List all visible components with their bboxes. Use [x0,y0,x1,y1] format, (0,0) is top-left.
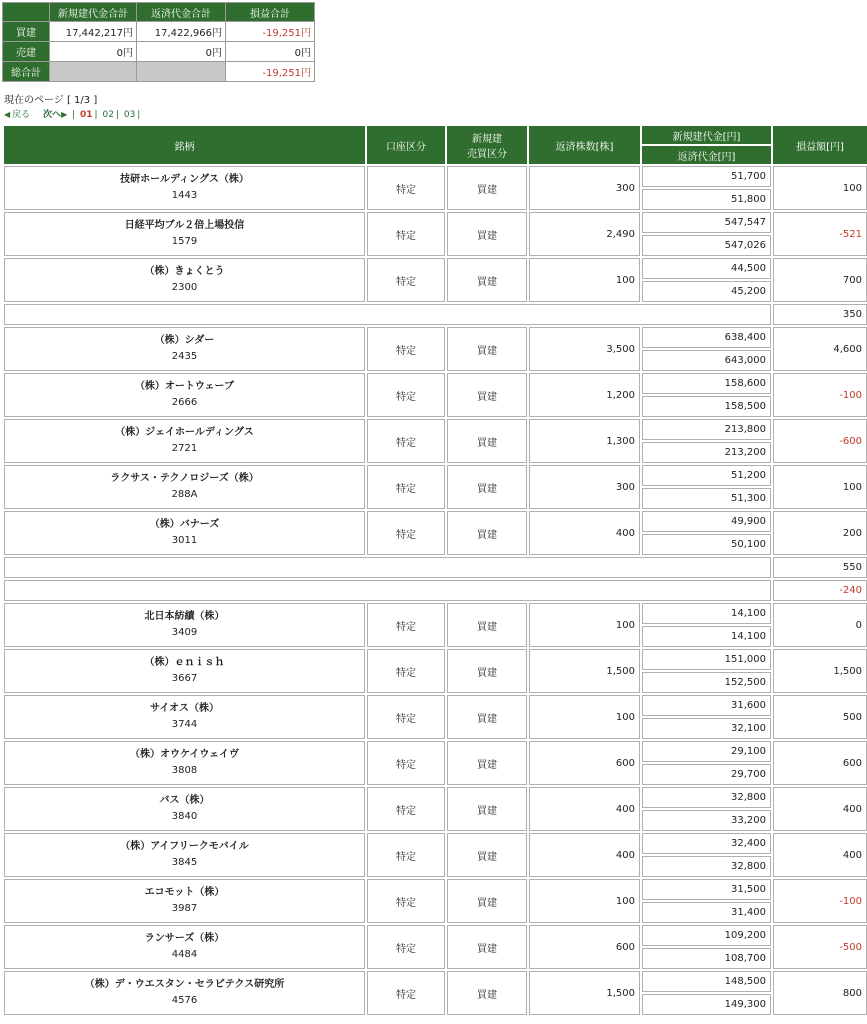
stock-code: 3840 [171,811,198,822]
pager-sep: | [137,110,141,120]
pl-value: 100 [773,465,867,509]
new-amount-value: 49,900 [642,511,771,532]
table-row [4,787,867,808]
summary-new-value: 17,442,217円 [50,22,136,41]
stock-name[interactable]: エコモット（株） [144,887,225,898]
stock-cell [4,971,365,1015]
new-amount-value: 32,800 [642,787,771,808]
settle-amount-value: 32,100 [642,718,771,739]
col-trade-type-line1: 新規建 [472,134,502,145]
stock-code: 3409 [171,627,198,638]
col-settle-amount: 返済代金[円] [642,146,771,164]
summary-header-new: 新規建代金合計 [50,3,136,21]
summary-row-label: 総合計 [3,62,49,81]
summary-table [2,2,315,82]
stock-cell [4,373,365,417]
summary-settle-value [137,62,225,81]
stock-code: 3987 [171,903,198,914]
stock-code: 3667 [171,673,198,684]
summary-header-settle: 返済代金合計 [137,3,225,21]
col-stock: 銘柄 [4,126,365,164]
table-row [4,603,867,624]
account-type: 特定 [367,787,445,831]
stock-code: 4484 [171,949,198,960]
stock-name[interactable]: 技研ホールディングス（株） [120,174,249,185]
pl-value: 700 [773,258,867,302]
settle-amount-value: 108,700 [642,948,771,969]
pl-value: 400 [773,787,867,831]
settle-amount-value: 45,200 [642,281,771,302]
pl-value: -100 [773,879,867,923]
pl-value: 1,500 [773,649,867,693]
new-amount-value: 14,100 [642,603,771,624]
pl-value: 350 [773,304,867,325]
account-type: 特定 [367,327,445,371]
col-qty: 返済株数[株] [529,126,640,164]
qty-value: 300 [529,465,640,509]
stock-name[interactable]: ラクサス・テクノロジーズ（株） [110,473,259,484]
account-type: 特定 [367,695,445,739]
col-account: 口座区分 [367,126,445,164]
col-pl: 損益額[円] [773,126,867,164]
settle-amount-value: 32,800 [642,856,771,877]
stock-name[interactable]: 日経平均ブル２倍上場投信 [124,220,245,231]
stock-cell [4,879,365,923]
stock-cell [4,603,365,647]
qty-value: 1,500 [529,649,640,693]
trade-type: 買建 [447,419,527,463]
settle-amount-value: 149,300 [642,994,771,1015]
new-amount-value: 31,600 [642,695,771,716]
account-type: 特定 [367,166,445,210]
trade-type: 買建 [447,649,527,693]
new-amount-value: 547,547 [642,212,771,233]
stock-cell [4,465,365,509]
table-row [4,511,867,532]
settle-amount-value: 51,800 [642,189,771,210]
stock-code: 2435 [171,351,198,362]
trade-type: 買建 [447,741,527,785]
stock-code: 3011 [171,535,198,546]
stock-cell [4,327,365,371]
qty-value: 1,500 [529,971,640,1015]
stock-name[interactable]: （株）アイフリークモバイル [120,841,249,852]
account-type: 特定 [367,971,445,1015]
stock-cell [4,741,365,785]
stock-cell [4,833,365,877]
table-row [4,166,867,187]
new-amount-value: 31,500 [642,879,771,900]
pager-sep: | [72,110,76,120]
summary-settle-value: 17,422,966円 [137,22,225,41]
settle-amount-value: 14,100 [642,626,771,647]
account-type: 特定 [367,925,445,969]
pl-value: 600 [773,741,867,785]
account-type: 特定 [367,258,445,302]
pl-value: -600 [773,419,867,463]
trade-type: 買建 [447,833,527,877]
account-type: 特定 [367,373,445,417]
stock-code: 2300 [171,282,198,293]
table-row [4,695,867,716]
account-type: 特定 [367,879,445,923]
qty-value: 600 [529,925,640,969]
settle-amount-value: 51,300 [642,488,771,509]
settle-amount-value: 29,700 [642,764,771,785]
summary-settle-value: 0円 [137,42,225,61]
stock-code: 3744 [171,719,198,730]
trade-type: 買建 [447,603,527,647]
pl-value: 100 [773,166,867,210]
pl-value: 0 [773,603,867,647]
qty-value: 400 [529,833,640,877]
summary-corner [3,3,49,21]
trade-type: 買建 [447,327,527,371]
pager [4,107,142,120]
stock-cell [4,787,365,831]
new-amount-value: 638,400 [642,327,771,348]
trade-type: 買建 [447,511,527,555]
stock-name[interactable]: （株）オウケイウェイヴ [130,749,239,760]
hidden-row-area [4,304,771,325]
settle-amount-value: 152,500 [642,672,771,693]
pl-value: 800 [773,971,867,1015]
page-link[interactable]: 03 [123,110,136,120]
account-type: 特定 [367,212,445,256]
new-amount-value: 51,700 [642,166,771,187]
back-link[interactable]: 戻る [12,110,31,120]
col-trade-type-line2: 売買区分 [467,149,507,160]
table-row [4,419,867,440]
summary-pl-value: -19,251円 [226,22,314,41]
stock-code: 3808 [171,765,198,776]
next-arrow-icon[interactable]: ▶ [61,110,68,119]
pager-sep: | [115,110,119,120]
table-row [4,971,867,992]
pl-value: 550 [773,557,867,578]
account-type: 特定 [367,603,445,647]
pl-value: -100 [773,373,867,417]
back-arrow-icon[interactable]: ◀ [4,110,11,119]
trade-type: 買建 [447,258,527,302]
stock-name[interactable]: （株）デ・ウエスタン・セラピテクス研究所 [84,979,285,990]
trade-type: 買建 [447,465,527,509]
account-type: 特定 [367,511,445,555]
stock-code: 4576 [171,995,198,1006]
account-type: 特定 [367,833,445,877]
summary-new-value: 0円 [50,42,136,61]
new-amount-value: 148,500 [642,971,771,992]
qty-value: 400 [529,787,640,831]
table-row [4,879,867,900]
stock-cell [4,258,365,302]
new-amount-value: 151,000 [642,649,771,670]
table-row [4,465,867,486]
page-link[interactable]: 02 [102,110,114,120]
summary-header-pl: 損益合計 [226,3,314,21]
new-amount-value: 158,600 [642,373,771,394]
stock-cell [4,511,365,555]
trade-type: 買建 [447,787,527,831]
table-row [4,833,867,854]
qty-value: 1,300 [529,419,640,463]
qty-value: 1,200 [529,373,640,417]
stock-code: 288A [171,489,198,500]
settle-amount-value: 643,000 [642,350,771,371]
trade-type: 買建 [447,166,527,210]
stock-name[interactable]: バス（株） [159,795,210,806]
pl-value: -521 [773,212,867,256]
summary-pl-value: -19,251円 [226,62,314,81]
table-row [4,741,867,762]
qty-value: 100 [529,695,640,739]
pl-value: 400 [773,833,867,877]
account-type: 特定 [367,419,445,463]
page-link-current[interactable]: 01 [80,110,93,120]
pl-value: 200 [773,511,867,555]
qty-value: 100 [529,258,640,302]
summary-row-label: 買建 [3,22,49,41]
stock-name[interactable]: （株）シダー [154,335,215,346]
next-link[interactable]: 次へ [43,110,62,120]
trade-type: 買建 [447,879,527,923]
stock-code: 2721 [171,443,198,454]
trade-type: 買建 [447,695,527,739]
qty-value: 2,490 [529,212,640,256]
new-amount-value: 44,500 [642,258,771,279]
qty-value: 100 [529,879,640,923]
trade-type: 買建 [447,212,527,256]
pl-value: -500 [773,925,867,969]
summary-new-value [50,62,136,81]
trade-type: 買建 [447,373,527,417]
trade-type: 買建 [447,971,527,1015]
pl-value: 4,600 [773,327,867,371]
stock-code: 2666 [171,397,198,408]
summary-row-label: 売建 [3,42,49,61]
stock-cell [4,925,365,969]
stock-cell [4,212,365,256]
table-row [4,649,867,670]
stock-name[interactable]: （株）オートウェーブ [134,381,235,392]
stock-code: 1579 [171,236,198,247]
trade-type: 買建 [447,925,527,969]
table-row [4,925,867,946]
settle-amount-value: 33,200 [642,810,771,831]
pl-value: 500 [773,695,867,739]
qty-value: 600 [529,741,640,785]
qty-value: 3,500 [529,327,640,371]
qty-value: 400 [529,511,640,555]
stock-cell [4,166,365,210]
hidden-row-area [4,557,771,578]
account-type: 特定 [367,741,445,785]
new-amount-value: 213,800 [642,419,771,440]
stock-cell [4,649,365,693]
stock-name[interactable]: （株）バナーズ [149,519,220,530]
pager-sep: | [94,110,98,120]
col-new-amount: 新規建代金[円] [642,126,771,144]
qty-value: 100 [529,603,640,647]
new-amount-value: 29,100 [642,741,771,762]
summary-pl-value: 0円 [226,42,314,61]
hidden-row-area [4,580,771,601]
stock-name[interactable]: 北日本紡績（株） [144,611,225,622]
stock-name[interactable]: ランサーズ（株） [144,933,225,944]
settle-amount-value: 158,500 [642,396,771,417]
stock-code: 1443 [171,190,198,201]
pl-value: -240 [773,580,867,601]
table-row [4,327,867,348]
stock-name[interactable]: （株）きょくとう [144,266,225,277]
settle-amount-value: 547,026 [642,235,771,256]
account-type: 特定 [367,649,445,693]
table-row [4,373,867,394]
stock-cell [4,419,365,463]
account-type: 特定 [367,465,445,509]
settle-amount-value: 50,100 [642,534,771,555]
new-amount-value: 51,200 [642,465,771,486]
table-row [4,212,867,233]
stock-code: 3845 [171,857,198,868]
stock-cell [4,695,365,739]
new-amount-value: 109,200 [642,925,771,946]
positions-table [2,124,867,1017]
page-indicator: 現在のページ [ 1/3 ] [4,95,98,106]
stock-name[interactable]: （株）ｅｎｉｓｈ [144,657,225,668]
col-trade-type [447,126,527,164]
table-row [4,258,867,279]
qty-value: 300 [529,166,640,210]
stock-name[interactable]: サイオス（株） [150,703,219,714]
settle-amount-value: 31,400 [642,902,771,923]
stock-name[interactable]: （株）ジェイホールディングス [115,427,254,438]
new-amount-value: 32,400 [642,833,771,854]
settle-amount-value: 213,200 [642,442,771,463]
